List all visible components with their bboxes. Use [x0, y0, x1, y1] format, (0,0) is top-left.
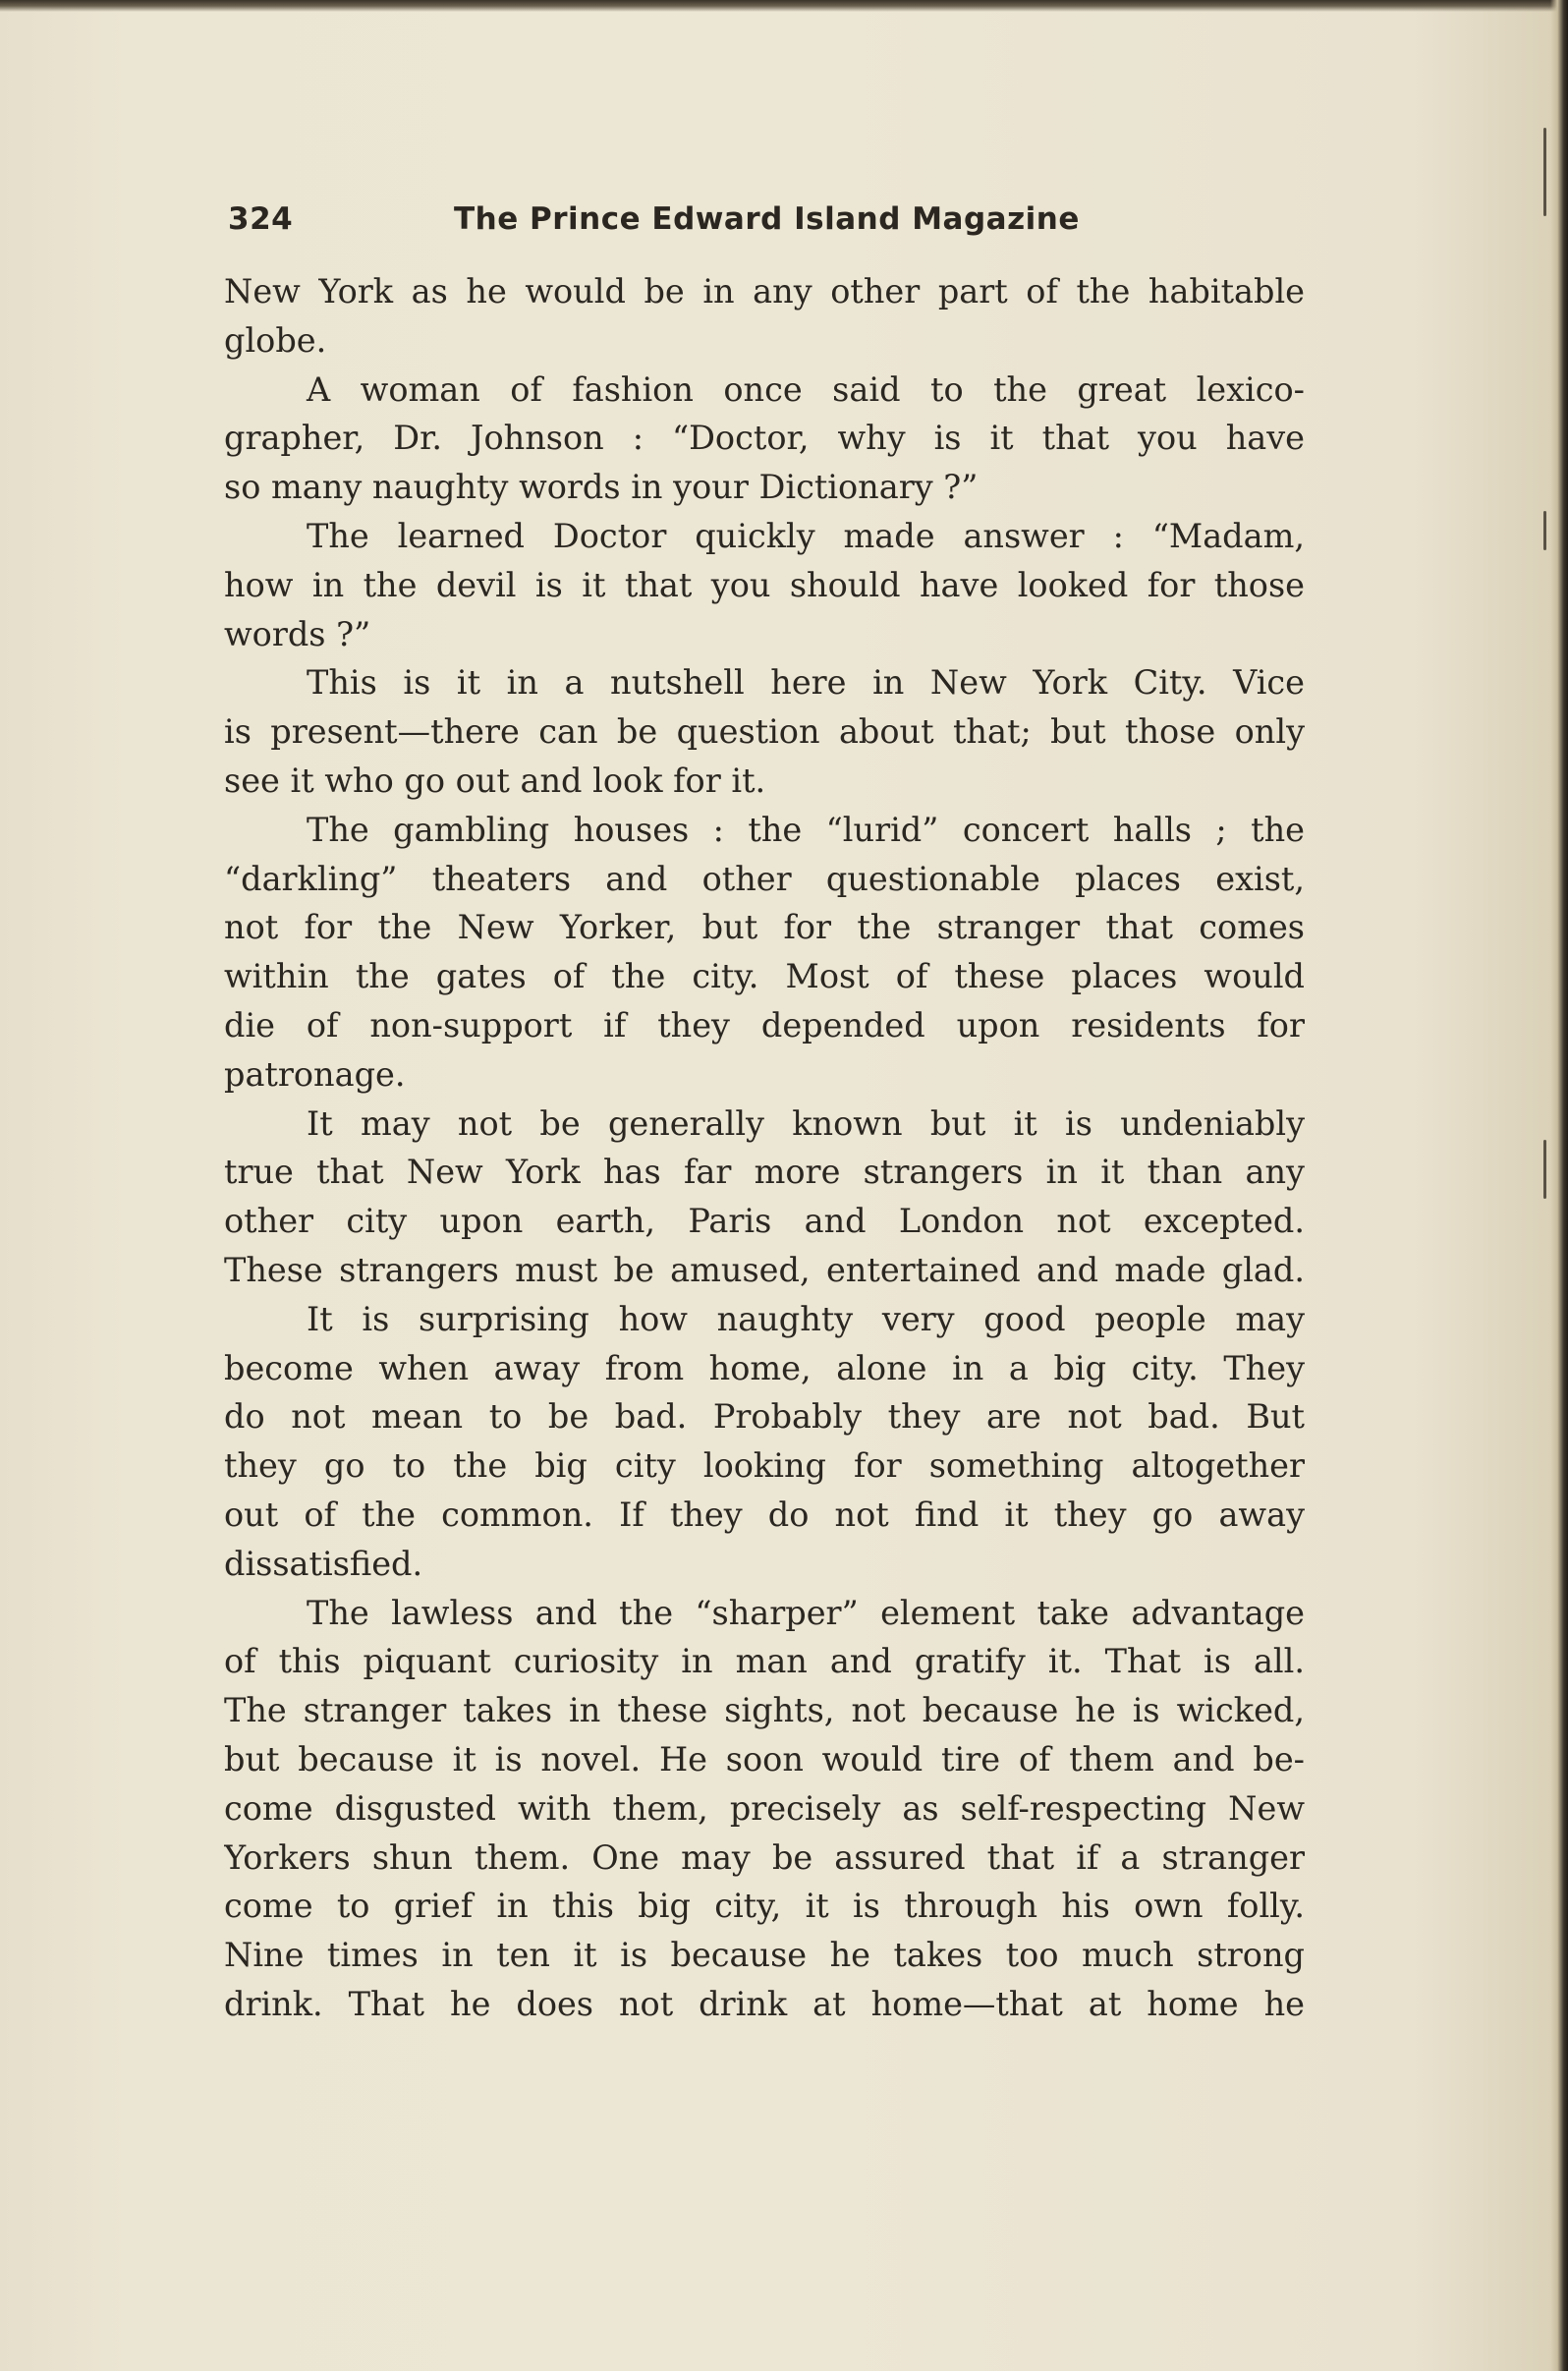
text-line: out of the common. If they do not find it they go away: [224, 1495, 1305, 1534]
text-line: drink. That he does not drink at home—that at home he: [224, 1984, 1305, 2023]
text-line: dissatisfied.: [224, 1544, 423, 1583]
text-line: “darkling” theaters and other questionable places exist,: [224, 859, 1305, 898]
text-line: The gambling houses : the “lurid” concert halls ; the: [307, 810, 1305, 849]
text-line: Yorkers shun them. One may be assured that if a stranger: [224, 1837, 1305, 1877]
text-line: not for the New Yorker, but for the stranger that comes: [224, 908, 1305, 947]
text-line: but because it is novel. He soon would tire of them and be-: [224, 1739, 1305, 1778]
book-spine-shadow: [1550, 0, 1568, 2371]
page-number: 324: [228, 201, 294, 237]
text-line: A woman of fashion once said to the great lexico-: [307, 369, 1305, 409]
text-line: The stranger takes in these sights, not because he is wicked,: [224, 1691, 1305, 1730]
text-line: other city upon earth, Paris and London not excepted.: [224, 1202, 1305, 1241]
text-line: die of non-support if they depended upon residents for: [224, 1005, 1305, 1044]
text-line: is present—there can be question about that; but those only: [224, 712, 1305, 752]
text-line: globe.: [224, 320, 327, 360]
page-top-edge: [0, 0, 1568, 12]
body-text: [224, 267, 1305, 2029]
text-line: they go to the big city looking for something altogether: [224, 1446, 1305, 1486]
text-line: true that New York has far more strangers in it than any: [224, 1153, 1305, 1192]
text-line: patronage.: [224, 1054, 406, 1094]
text-line: become when away from home, alone in a big city. They: [224, 1348, 1305, 1387]
spine-mark: [1543, 1140, 1546, 1199]
text-line: These strangers must be amused, entertained and made glad.: [224, 1250, 1305, 1289]
text-line: Nine times in ten it is because he takes too much strong: [224, 1936, 1305, 1975]
text-line: grapher, Dr. Johnson : “Doctor, why is it that you have: [224, 419, 1305, 458]
text-line: come to grief in this big city, it is through his own folly.: [224, 1887, 1305, 1926]
text-line: so many naughty words in your Dictionary ?”: [224, 468, 979, 507]
text-line: It may not be generally known but it is undeniably: [307, 1103, 1305, 1143]
text-line: words ?”: [224, 614, 371, 653]
text-line: This is it in a nutshell here in New York City. Vice: [307, 663, 1305, 703]
text-line: within the gates of the city. Most of these places would: [224, 957, 1305, 996]
running-header: [228, 201, 1309, 251]
running-title: The Prince Edward Island Magazine: [454, 201, 1080, 237]
text-line: how in the devil is it that you should have looked for those: [224, 565, 1305, 604]
text-line: The learned Doctor quickly made answer : “Madam,: [307, 516, 1305, 555]
text-line: It is surprising how naughty very good people may: [307, 1299, 1305, 1338]
spine-mark: [1543, 511, 1546, 550]
text-line: see it who go out and look for it.: [224, 761, 766, 800]
text-line: of this piquant curiosity in man and gratify it. That is all.: [224, 1642, 1305, 1681]
spine-mark: [1543, 128, 1546, 216]
text-line: The lawless and the “sharper” element take advantage: [307, 1593, 1305, 1632]
text-line: come disgusted with them, precisely as self-respecting New: [224, 1788, 1305, 1828]
text-line: New York as he would be in any other part of the habitable: [224, 272, 1305, 310]
text-line: do not mean to be bad. Probably they are not bad. But: [224, 1397, 1305, 1437]
